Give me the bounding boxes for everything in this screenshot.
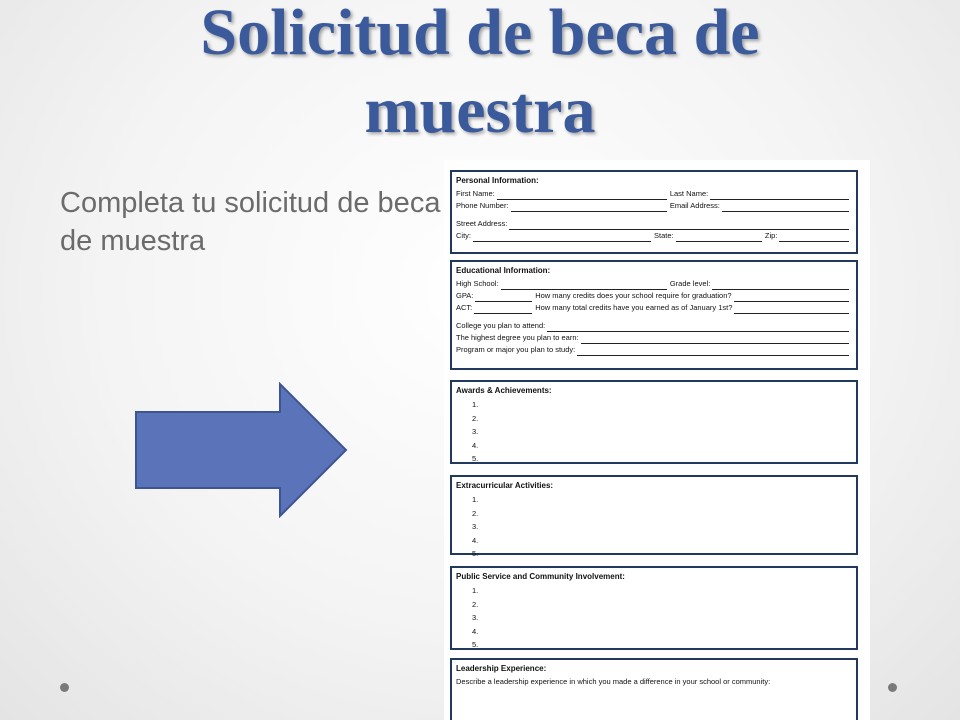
email-line [722, 202, 849, 212]
list-item: 3. [472, 427, 479, 436]
grade-level-label: Grade level: [669, 279, 711, 288]
degree-label: The highest degree you plan to earn: [456, 333, 579, 342]
first-name-line [497, 190, 667, 200]
public-service-title: Public Service and Community Involvement: [456, 572, 625, 581]
list-item: 1. [472, 400, 479, 409]
zip-label: Zip: [764, 231, 778, 240]
personal-info-title: Personal Information: [456, 176, 539, 185]
last-name-line [710, 190, 849, 200]
phone-label: Phone Number: [456, 201, 509, 210]
list-item: 1. [472, 495, 479, 504]
credits-required-label: How many credits does your school require for graduation? [535, 291, 732, 300]
zip-line [779, 232, 849, 242]
act-label: ACT: [456, 303, 473, 312]
list-item: 2. [472, 508, 479, 518]
right-arrow-icon [134, 382, 350, 518]
act-line [474, 304, 532, 314]
list-item: 4. [472, 535, 479, 545]
left-slide-dot [60, 683, 69, 692]
leadership-prompt: Describe a leadership experience in which you made a difference in your school or community: [456, 677, 771, 686]
credits-earned-line [734, 304, 849, 314]
extracurricular-list [472, 493, 852, 561]
state-label: State: [654, 231, 674, 240]
college-label: College you plan to attend: [456, 321, 546, 330]
awards-list [472, 398, 852, 466]
awards-section [450, 380, 858, 464]
program-label: Program or major you plan to study: [456, 345, 576, 354]
list-item: 5. [472, 549, 479, 558]
gpa-line [475, 292, 532, 302]
leadership-title: Leadership Experience: [456, 664, 547, 673]
credits-earned-label: How many total credits have you earned as of January 1st? [535, 303, 733, 312]
right-slide-dot [888, 683, 897, 692]
grade-level-line [712, 280, 849, 290]
city-line [473, 232, 651, 242]
list-item: 4. [472, 626, 479, 636]
list-item: 1. [472, 586, 479, 595]
street-line [509, 220, 849, 230]
title-line-2: muestra [364, 74, 596, 147]
street-label: Street Address: [456, 219, 508, 228]
high-school-label: High School: [456, 279, 499, 288]
awards-title: Awards & Achievements: [456, 386, 552, 395]
first-name-label: First Name: [456, 189, 495, 198]
city-label: City: [456, 231, 471, 240]
gpa-label: GPA: [456, 291, 474, 300]
extracurricular-title: Extracurricular Activities: [456, 481, 554, 490]
scholarship-form-image [444, 160, 870, 720]
program-line [577, 346, 849, 356]
list-item: 3. [472, 522, 479, 531]
title-line-1: Solicitud de beca de [200, 0, 760, 69]
credits-required-line [734, 292, 849, 302]
list-item: 2. [472, 413, 479, 423]
public-service-section [450, 566, 858, 650]
high-school-line [501, 280, 667, 290]
slide-title [0, 0, 960, 150]
list-item: 3. [472, 613, 479, 622]
slide-subtitle: Completa tu solicitud de beca de muestra [60, 187, 441, 257]
education-section [450, 260, 858, 370]
list-item: 2. [472, 599, 479, 609]
extracurricular-section [450, 475, 858, 558]
state-line [676, 232, 762, 242]
list-item: 4. [472, 440, 479, 450]
degree-line [581, 334, 849, 344]
phone-line [511, 202, 667, 212]
last-name-label: Last Name: [669, 189, 709, 198]
list-item: 5. [472, 640, 479, 649]
college-line [547, 322, 849, 332]
public-service-list [472, 584, 852, 652]
education-title: Educational Information: [456, 266, 551, 275]
list-item: 5. [472, 454, 479, 463]
email-label: Email Address: [669, 201, 720, 210]
leadership-section [450, 658, 858, 720]
personal-info-section [450, 170, 858, 254]
